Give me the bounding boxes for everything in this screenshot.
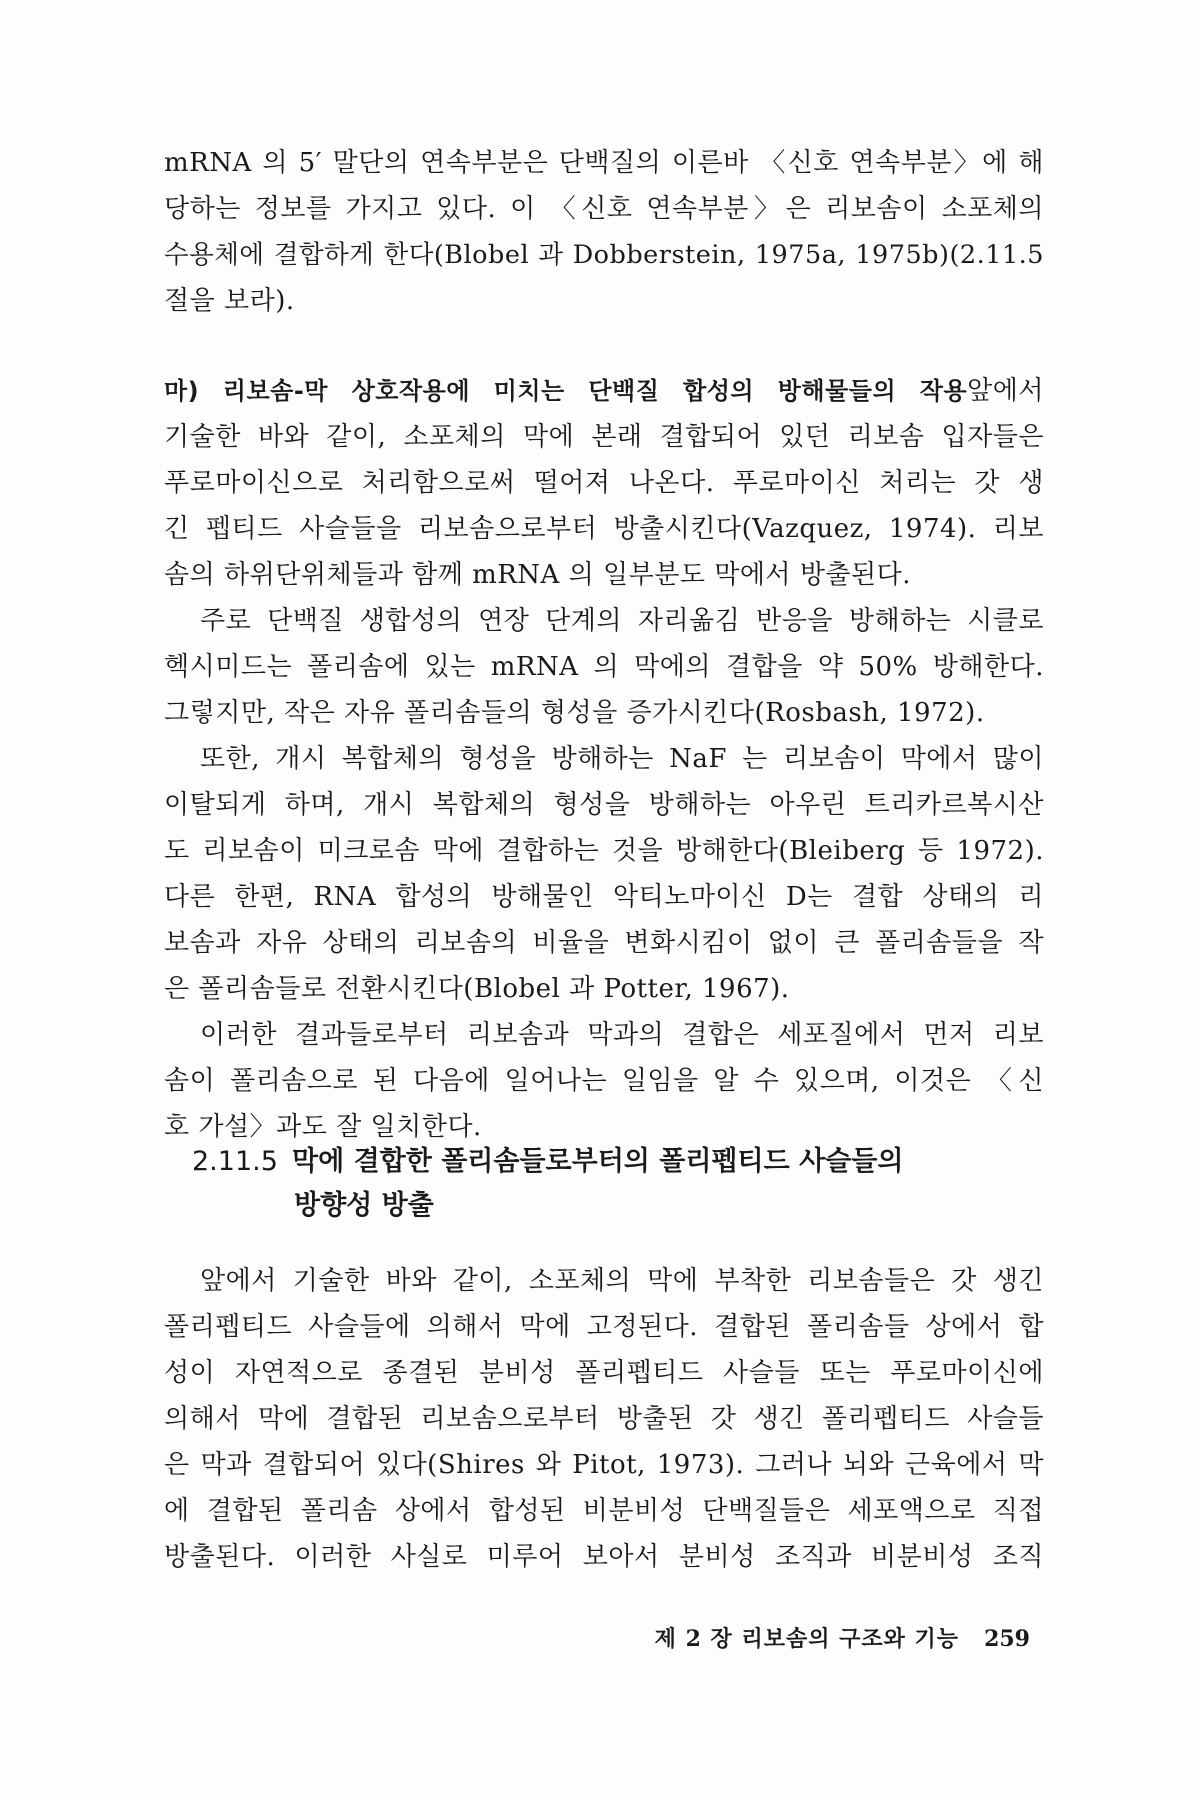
text-line: 푸로마이신으로 처리함으로써 떨어져 나온다. 푸로마이신 처리는 갓 생 (164, 468, 1044, 498)
paragraph-signal-sequence (164, 140, 1044, 324)
text-line: 솜의 하위단위체들과 함께 mRNA 의 일부분도 막에서 방출된다. (164, 560, 912, 590)
text-line: 이탈되게 하며, 개시 복합체의 형성을 방해하는 아우린 트리카르복시산 (164, 790, 1044, 820)
paragraph-inhibitors (164, 368, 1044, 1150)
text-line: 기술한 바와 같이, 소포체의 막에 본래 결합되어 있던 리보솜 입자들은 (164, 422, 1044, 452)
text-line: 이러한 결과들로부터 리보솜과 막과의 결합은 세포질에서 먼저 리보 (200, 1020, 1044, 1050)
subsection-lead: 마) 리보솜-막 상호작용에 미치는 단백질 합성의 방해물들의 작용 (164, 377, 968, 405)
text-line: 호 가설〉과도 잘 일치한다. (164, 1112, 482, 1142)
text-line: 방출된다. 이러한 사실로 미루어 보아서 분비성 조직과 비분비성 조직 (164, 1542, 1044, 1572)
section-title-continued: 방향성 방출 (294, 1190, 434, 1221)
text-line: 폴리펩티드 사슬들에 의해서 막에 고정된다. 결합된 폴리솜들 상에서 합 (164, 1312, 1044, 1342)
section-heading (192, 1140, 1012, 1228)
page-footer (610, 1624, 1030, 1655)
text-line: 보솜과 자유 상태의 리보솜의 비율을 변화시킴이 없이 큰 폴리솜들을 작 (164, 928, 1044, 958)
text-line: 주로 단백질 생합성의 연장 단계의 자리옮김 반응을 방해하는 시클로 (200, 606, 1044, 636)
text-line: 앞에서 기술한 바와 같이, 소포체의 막에 부착한 리보솜들은 갓 생긴 (200, 1266, 1044, 1296)
text-line: 헥시미드는 폴리솜에 있는 mRNA 의 막에의 결합을 약 50% 방해한다. (164, 652, 1044, 682)
text-line: 은 폴리솜들로 전환시킨다(Blobel 과 Potter, 1967). (164, 974, 790, 1004)
text-line: 또한, 개시 복합체의 형성을 방해하는 NaF 는 리보솜이 막에서 많이 (200, 744, 1044, 774)
text-line: 긴 펩티드 사슬들을 리보솜으로부터 방출시킨다(Vazquez, 1974). 리보 (164, 514, 1044, 544)
paragraph-directional-release (164, 1258, 1044, 1580)
text-line-lead (164, 368, 1044, 414)
text-line: 은 막과 결합되어 있다(Shires 와 Pitot, 1973). 그러나 뇌와 근육에서 막 (164, 1450, 1044, 1480)
text-line: 수용체에 결합하게 한다(Blobel 과 Dobberstein, 1975a, 1975b)(2.11.5 (164, 240, 1044, 270)
text-line: 솜이 폴리솜으로 된 다음에 일어나는 일임을 알 수 있으며, 이것은 〈신 (164, 1066, 1044, 1096)
text-line: 성이 자연적으로 종결된 분비성 폴리펩티드 사슬들 또는 푸로마이신에 (164, 1358, 1044, 1388)
text-line: 도 리보솜이 미크로솜 막에 결합하는 것을 방해한다(Bleiberg 등 1972). (164, 836, 1044, 866)
text-line: 에 결합된 폴리솜 상에서 합성된 비분비성 단백질들은 세포액으로 직접 (164, 1496, 1044, 1526)
text-line: mRNA 의 5′ 말단의 연속부분은 단백질의 이른바 〈신호 연속부분〉에 해 (164, 148, 1044, 178)
section-number: 2.11.5 (192, 1146, 278, 1177)
section-title: 막에 결합한 폴리솜들로부터의 폴리펩티드 사슬들의 (292, 1146, 904, 1177)
text-line: 그렇지만, 작은 자유 폴리솜들의 형성을 증가시킨다(Rosbash, 1972). (164, 698, 985, 728)
page-number: 259 (984, 1626, 1030, 1652)
text-line: 다른 한편, RNA 합성의 방해물인 악티노마이신 D는 결합 상태의 리 (164, 882, 1044, 912)
text-line: 절을 보라). (164, 286, 295, 316)
section-heading-line (192, 1140, 1012, 1184)
text-fragment: 앞에서 (967, 376, 1044, 406)
text-line: 당하는 정보를 가지고 있다. 이 〈신호 연속부분〉은 리보솜이 소포체의 (164, 194, 1044, 224)
text-line: 의해서 막에 결합된 리보솜으로부터 방출된 갓 생긴 폴리펩티드 사슬들 (164, 1404, 1044, 1434)
running-footer-chapter: 제 2 장 리보솜의 구조와 기능 (654, 1626, 960, 1652)
